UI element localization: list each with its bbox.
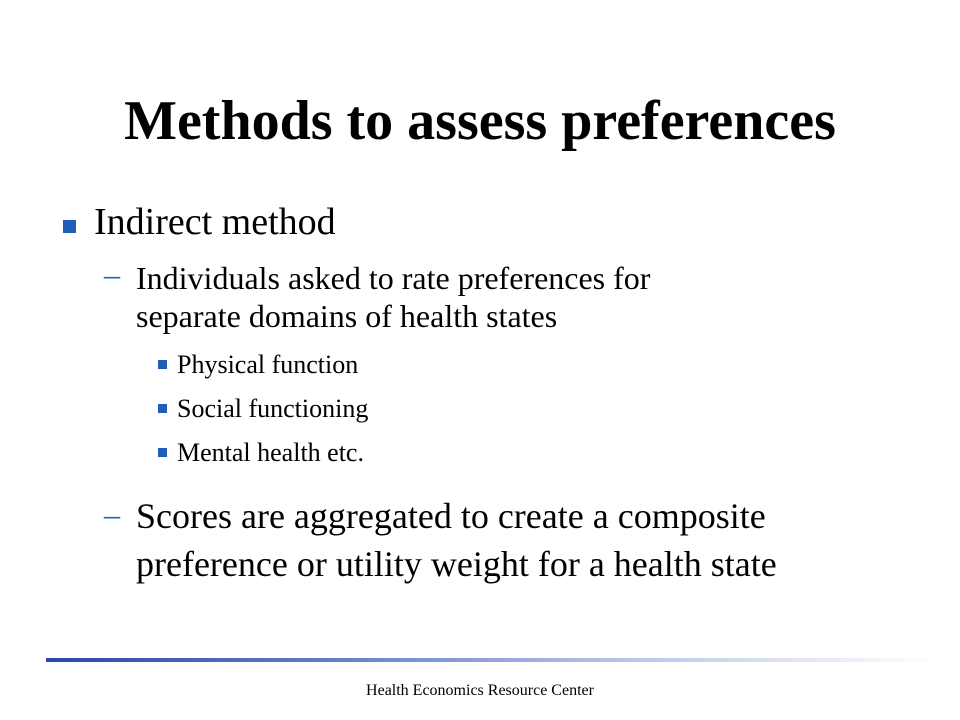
dash-marker: –: [104, 256, 120, 292]
slide: Methods to assess preferences Indirect method – Individuals asked to rate preferences for separate domains of health states Physical function Social functioning Mental health etc. – Scores are aggregated to create a composite preference or utility weight for a health state Health Economics Resource Center: [0, 0, 960, 720]
sub-bullet-line: preference or utility weight for a health state: [136, 544, 777, 584]
square-bullet-icon: [158, 360, 167, 369]
sub-bullet-line: separate domains of health states: [136, 298, 558, 334]
bullet-label: Indirect method: [94, 201, 336, 243]
dash-marker: –: [104, 496, 120, 532]
sub-bullet-line: Scores are aggregated to create a composite: [136, 496, 766, 536]
slide-title: Methods to assess preferences: [124, 90, 836, 152]
square-bullet-icon: [158, 448, 167, 457]
square-bullet-icon: [158, 404, 167, 413]
sub-bullet-line: Individuals asked to rate preferences for: [136, 260, 651, 296]
square-bullet-icon: [63, 220, 76, 233]
footer-text: Health Economics Resource Center: [366, 682, 594, 699]
footer-divider: [46, 658, 936, 662]
